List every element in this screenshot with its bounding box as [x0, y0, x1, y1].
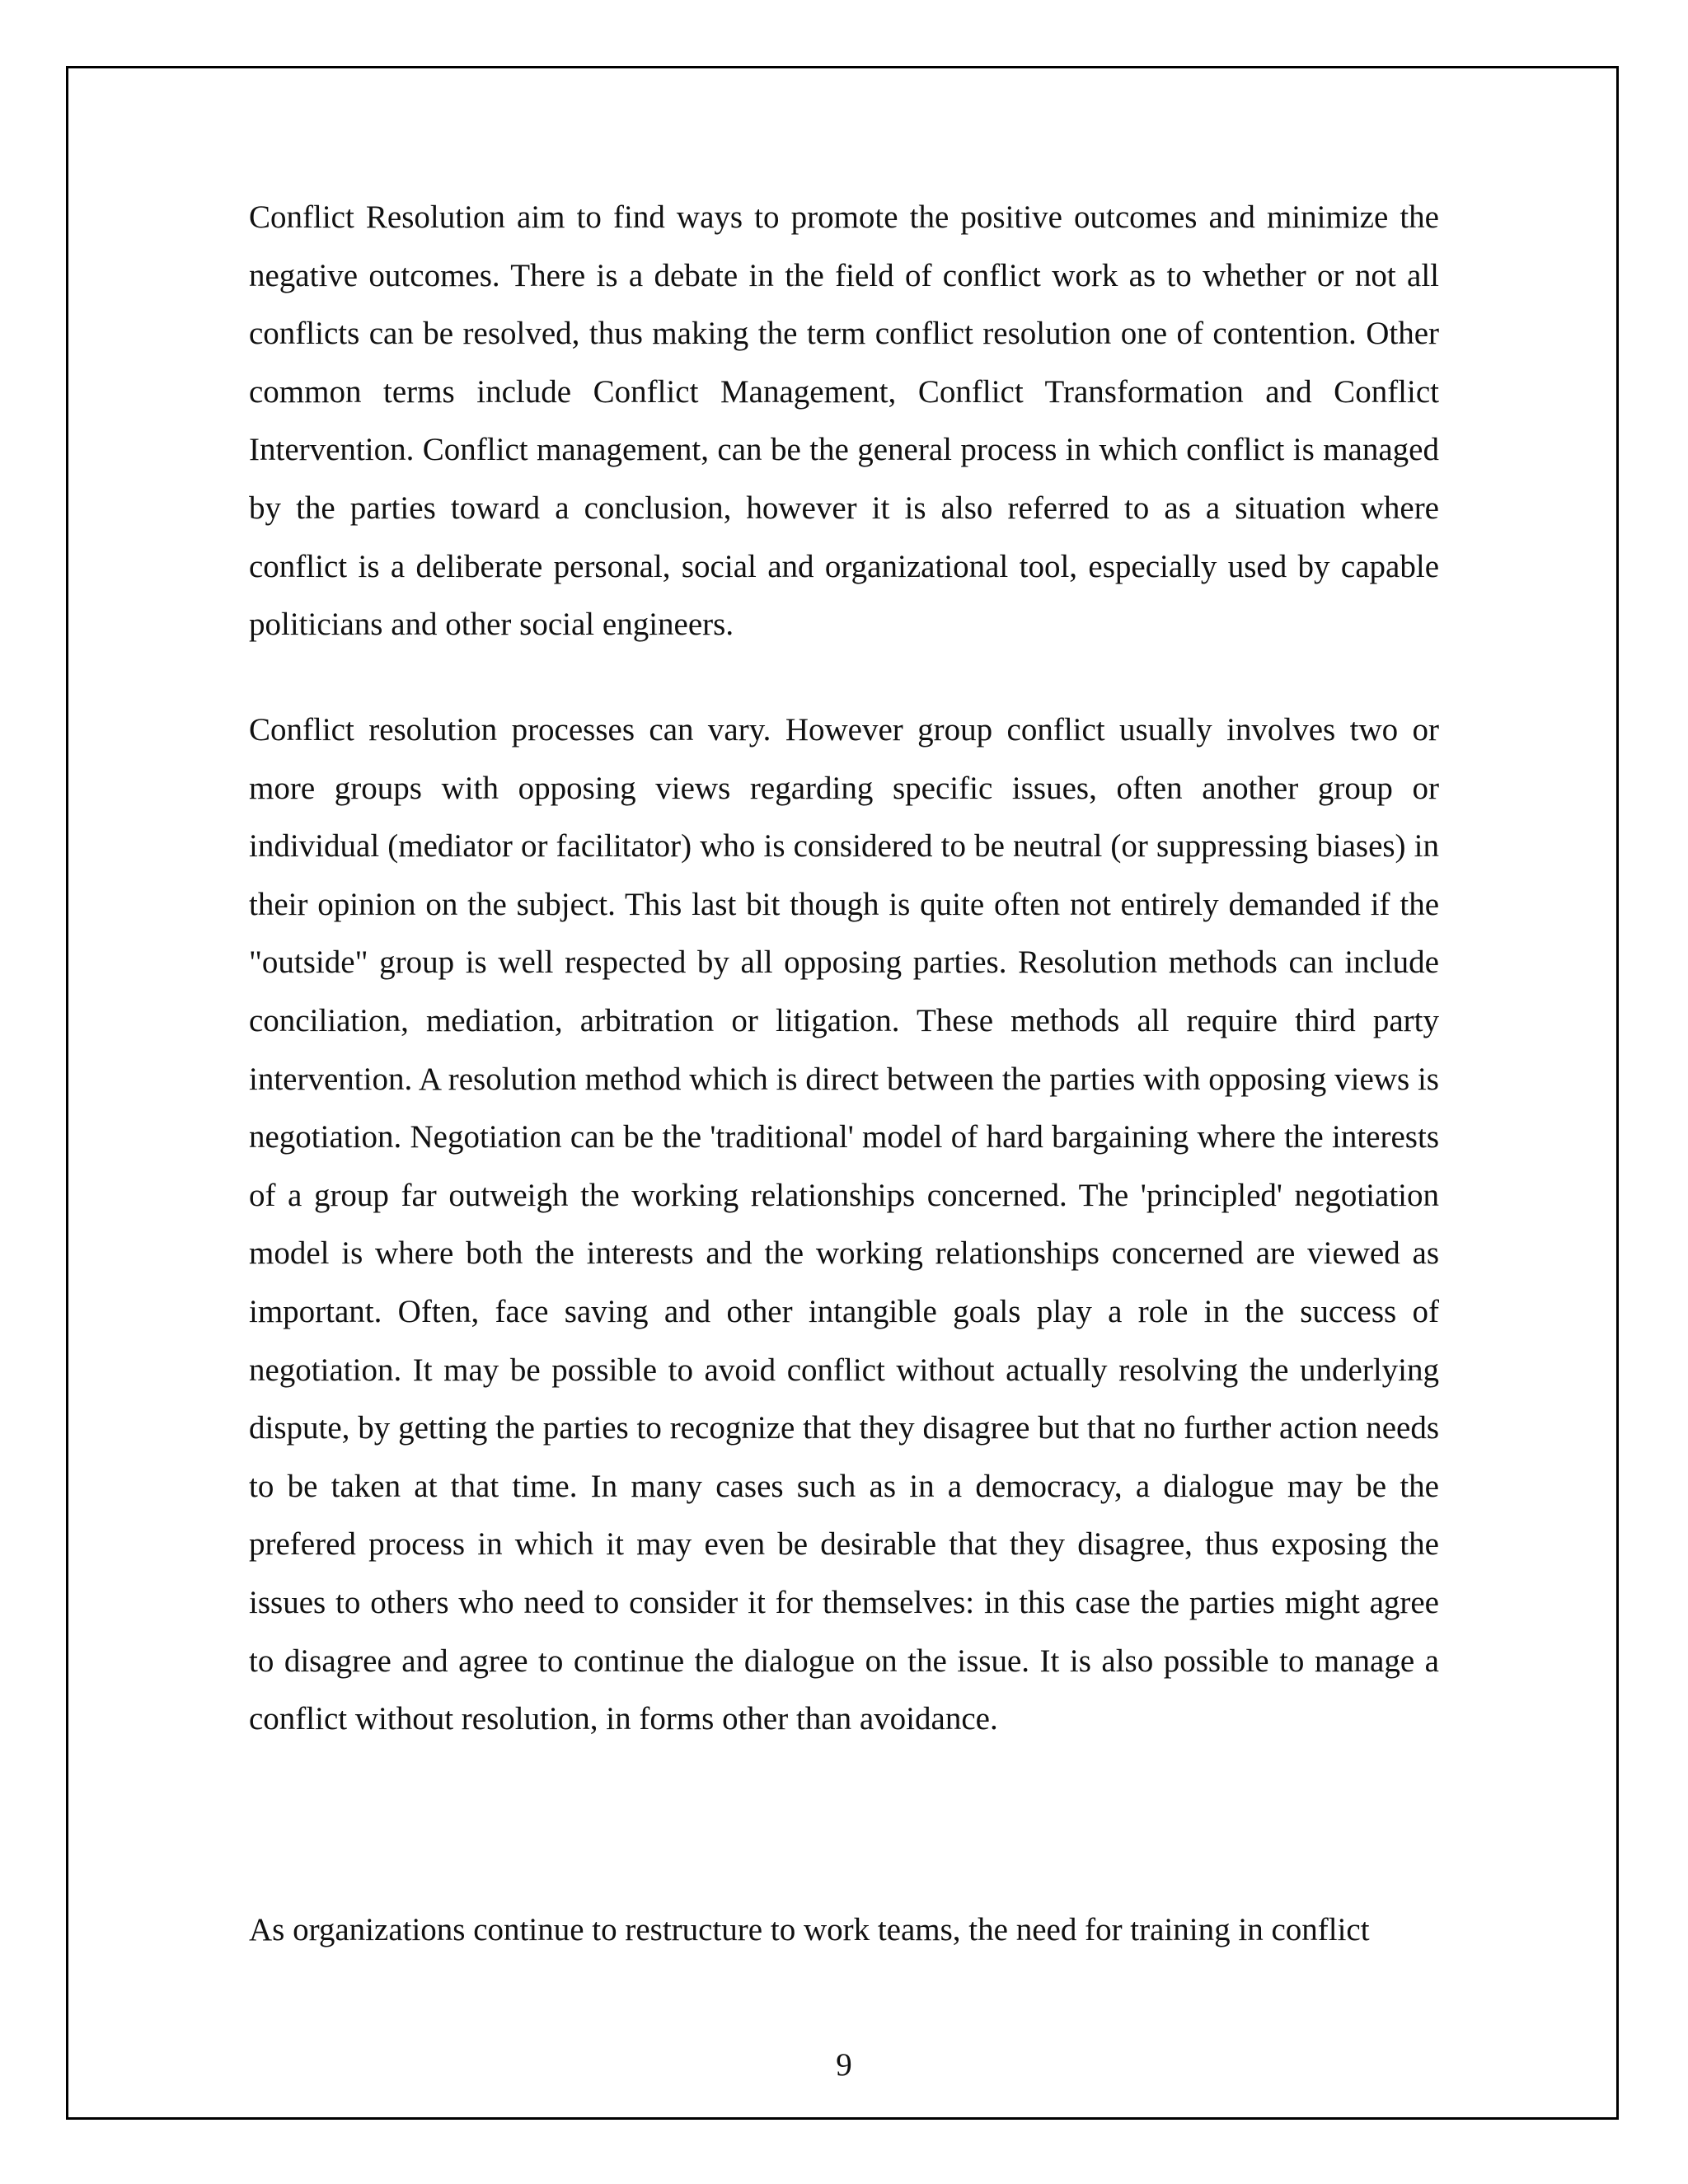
paragraph-conflict-resolution-intro: Conflict Resolution aim to find ways to promote the positive outcomes and minimize the negative outcomes. There is a debate in the field of conflict work as to whether or not all conflicts can be resolved, thus making the term conflict resolution one of contention. Other common terms include Conflict Management, Conflict Transformation and Conflict Intervention. Conflict management, can be the general process in which conflict is managed by the parties toward a conclusion, however it is also referred to as a situation where conflict is a deliberate personal, social and organizational tool, especially used by capable politicians and other social engineers. [249, 199, 1439, 643]
paragraph-organizations-restructure: As organizations continue to restructure to work teams, the need for training in conflict [249, 1912, 1370, 1947]
page-number: 9 [836, 2047, 852, 2083]
paragraph-conflict-resolution-processes: Conflict resolution processes can vary. However group conflict usually involves two or more groups with opposing views regarding specific issues, often another group or individual (mediator or facilitator) who is considered to be neutral (or suppressing biases) in their opinion on the subject. This last bit though is quite often not entirely demanded if the "outside" group is well respected by all opposing parties. Resolution methods can include conciliation, mediation, arbitration or litigation. These methods all require third party intervention. A resolution method which is direct between the parties with opposing views is negotiation. Negotiation can be the 'traditional' model of hard bargaining where the interests of a group far outweigh the working relationships concerned. The 'principled' negotiation model is where both the interests and the working relationships concerned are viewed as important. Often, face saving and other intangible goals play a role in the success of negotiation. It may be possible to avoid conflict without actually resolving the underlying dispute, by getting the parties to recognize that they disagree but that no further action needs to be taken at that time. In many cases such as in a democracy, a dialogue may be the prefered process in which it may even be desirable that they disagree, thus exposing the issues to others who need to consider it for themselves: in this case the parties might agree to disagree and agree to continue the dialogue on the issue. It is also possible to manage a conflict without resolution, in forms other than avoidance. [249, 712, 1439, 1737]
